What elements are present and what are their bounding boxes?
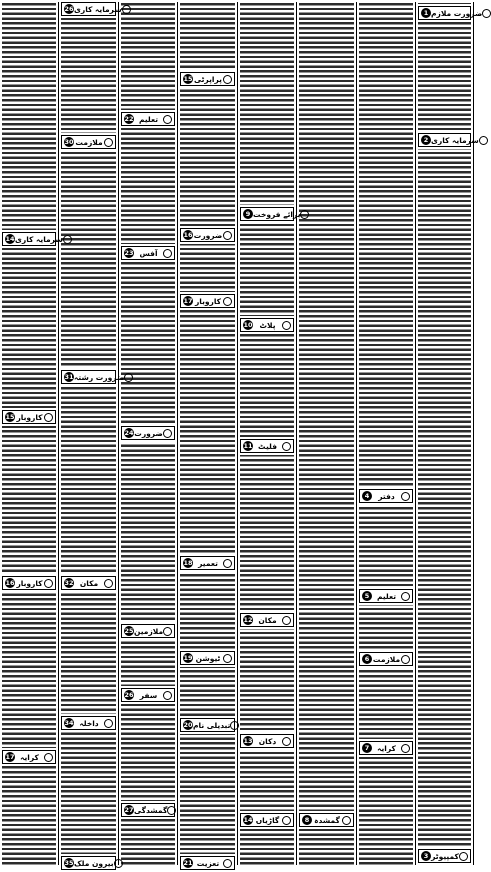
section-number-badge: 13 [243, 737, 253, 745]
section-title: تعزیت [196, 858, 220, 868]
section-number-badge: 17 [5, 753, 15, 761]
section-emblem-icon [401, 744, 410, 753]
section-header [180, 294, 235, 308]
section-title: دفتر [378, 491, 395, 501]
section-header [359, 489, 413, 503]
section-title: ضرورت رشتہ [74, 372, 125, 382]
section-header [299, 813, 354, 827]
section-emblem-icon [223, 231, 232, 240]
classified-column [357, 2, 416, 865]
section-title: کمپیوٹر [431, 851, 459, 861]
section-header [121, 688, 175, 702]
section-header [180, 718, 235, 732]
section-header [240, 439, 294, 453]
classified-column [119, 2, 178, 865]
section-title: فلیٹ [258, 441, 277, 451]
section-title: گمشدگی [134, 805, 168, 815]
section-title: مکان [79, 578, 99, 588]
classified-column [59, 2, 125, 868]
section-number-badge: 10 [243, 321, 253, 329]
section-header [121, 624, 175, 638]
classified-column [297, 2, 357, 865]
section-number-badge: 34 [64, 719, 74, 727]
section-emblem-icon [104, 719, 113, 728]
section-header [418, 133, 479, 147]
section-number-badge: 5 [362, 591, 372, 601]
section-number-badge: 18 [183, 559, 193, 567]
section-title: برائے فروخت [253, 209, 301, 219]
section-number-badge: 22 [124, 115, 134, 123]
section-title: کاروبار [16, 578, 43, 588]
section-emblem-icon [479, 136, 488, 145]
section-header [180, 72, 235, 86]
section-title: گاڑیاں [255, 815, 280, 825]
section-emblem-icon [282, 321, 291, 330]
section-number-badge: 26 [124, 691, 134, 699]
section-header [121, 246, 175, 260]
section-emblem-icon [282, 616, 291, 625]
section-header [180, 651, 235, 665]
section-header [61, 2, 122, 16]
section-number-badge: 30 [64, 138, 74, 146]
section-emblem-icon [282, 816, 291, 825]
section-number-badge: 19 [183, 654, 193, 662]
section-number-badge: 27 [124, 806, 134, 814]
section-title: پراپرٹی [194, 74, 222, 84]
section-title: سفر [139, 690, 158, 700]
classified-text-block [359, 2, 413, 865]
section-emblem-icon [44, 413, 53, 422]
section-number-badge: 16 [5, 579, 15, 587]
section-number-badge: 9 [243, 209, 253, 219]
section-emblem-icon [163, 691, 172, 700]
section-number-badge: 26 [64, 5, 74, 13]
section-number-badge: 6 [362, 654, 372, 664]
section-emblem-icon [223, 559, 232, 568]
section-emblem-icon [223, 75, 232, 84]
section-title: ٹیوشن [195, 653, 221, 663]
section-emblem-icon [223, 297, 232, 306]
classified-column [178, 2, 238, 868]
section-emblem-icon [401, 592, 410, 601]
section-title: ملازمین [134, 626, 164, 636]
section-number-badge: 8 [302, 815, 312, 825]
section-header [418, 6, 483, 20]
section-title: کاروبار [194, 296, 222, 306]
section-number-badge: 7 [362, 743, 372, 753]
section-header [61, 370, 125, 384]
classified-column [238, 2, 301, 865]
section-number-badge: 24 [124, 429, 134, 437]
section-header [359, 741, 413, 755]
section-number-badge: 21 [183, 859, 193, 867]
section-emblem-icon [223, 859, 232, 868]
section-number-badge: 25 [124, 627, 134, 635]
section-title: کرایہ [20, 752, 39, 762]
section-header [61, 856, 116, 870]
section-title: ضرورت [134, 428, 163, 438]
section-number-badge: 15 [183, 75, 193, 83]
section-title: سرمایہ کاری [74, 4, 122, 14]
classified-text-block [299, 2, 354, 865]
classified-column [0, 2, 63, 865]
section-header [240, 613, 294, 627]
section-emblem-icon [401, 492, 410, 501]
section-emblem-icon [223, 654, 232, 663]
section-number-badge: 4 [362, 491, 372, 501]
section-header [240, 813, 294, 827]
section-header [2, 576, 56, 590]
section-header [61, 135, 116, 149]
section-emblem-icon [459, 852, 468, 861]
section-header [61, 576, 116, 590]
section-emblem-icon [44, 579, 53, 588]
section-title: کاروبار [16, 412, 43, 422]
section-header [121, 112, 175, 126]
section-emblem-icon [163, 627, 172, 636]
section-number-badge: 2 [421, 135, 431, 145]
classified-text-block [180, 2, 235, 865]
section-emblem-icon [482, 9, 491, 18]
section-emblem-icon [163, 115, 172, 124]
section-title: تعلیم [376, 591, 397, 601]
section-emblem-icon [124, 373, 133, 382]
section-header [180, 556, 235, 570]
section-title: دکان [258, 736, 277, 746]
section-emblem-icon [114, 859, 123, 868]
section-header [180, 228, 235, 242]
section-title: سرمایہ کاری [15, 234, 63, 244]
section-emblem-icon [300, 210, 309, 219]
section-number-badge: 12 [243, 616, 253, 624]
section-number-badge: 17 [183, 297, 193, 305]
section-title: تبدیلی نام [193, 720, 231, 730]
section-number-badge: 23 [124, 249, 134, 257]
section-header [359, 589, 413, 603]
section-number-badge: 31 [64, 373, 74, 381]
section-title: ملازمت [75, 137, 103, 147]
section-header [2, 232, 63, 246]
section-header [121, 803, 175, 817]
section-title: بیرون ملک [74, 858, 114, 868]
section-number-badge: 1 [421, 8, 431, 18]
section-emblem-icon [282, 442, 291, 451]
section-emblem-icon [342, 816, 351, 825]
section-emblem-icon [167, 806, 176, 815]
section-number-badge: 15 [5, 413, 15, 421]
section-emblem-icon [104, 579, 113, 588]
section-title: تعمیر [198, 558, 218, 568]
section-title: کرایہ [377, 743, 396, 753]
section-emblem-icon [122, 5, 131, 14]
section-emblem-icon [282, 737, 291, 746]
section-number-badge: 14 [5, 235, 15, 243]
section-title: ملازمت [372, 654, 401, 664]
section-header [180, 856, 235, 870]
section-title: سرمایہ کاری [431, 135, 479, 145]
section-header [2, 410, 56, 424]
section-title: آفس [139, 248, 158, 258]
section-number-badge: 16 [183, 231, 193, 239]
section-header [418, 849, 471, 863]
section-number-badge: 20 [183, 721, 193, 729]
section-number-badge: 3 [421, 851, 431, 861]
section-header [240, 318, 294, 332]
section-emblem-icon [230, 721, 239, 730]
section-title: ضرورت ملازم [431, 8, 483, 18]
section-number-badge: 14 [243, 816, 253, 824]
section-header [240, 207, 301, 221]
section-emblem-icon [104, 138, 113, 147]
section-emblem-icon [44, 753, 53, 762]
section-emblem-icon [401, 655, 410, 664]
classified-text-block [61, 2, 116, 865]
section-emblem-icon [163, 429, 172, 438]
section-header [359, 652, 413, 666]
section-emblem-icon [63, 235, 72, 244]
section-title: گمشدہ [314, 815, 340, 825]
section-title: پلاٹ [259, 320, 276, 330]
section-header [61, 716, 116, 730]
section-title: داخلہ [79, 718, 99, 728]
section-number-badge: 11 [243, 442, 253, 450]
section-header [121, 426, 175, 440]
section-number-badge: 32 [64, 579, 74, 587]
section-number-badge: 35 [64, 859, 74, 867]
classified-text-block [2, 2, 56, 865]
section-title: ضرورت [193, 230, 223, 240]
section-title: مکان [258, 615, 277, 625]
section-emblem-icon [163, 249, 172, 258]
section-title: تعلیم [138, 114, 159, 124]
section-header [240, 734, 294, 748]
classified-column [416, 2, 483, 865]
section-header [2, 750, 56, 764]
